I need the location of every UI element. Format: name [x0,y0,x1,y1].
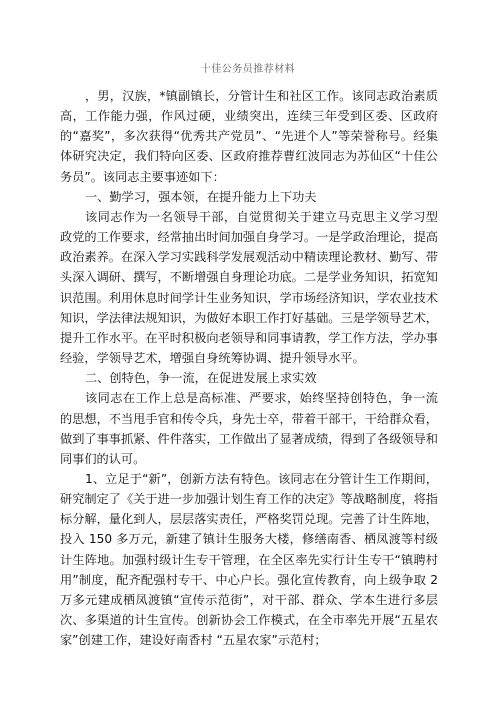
paragraph-intro: ，男，汉族，*镇副镇长，分管计生和社区工作。该同志政治素质高，工作能力强，作风过硬，业绩突出，连续三年受到区委、区政府的“嘉奖”，多次获得“优秀共产党员”、“先进个人”等荣誉称号。经集体研究决定，我们特向区委、区政府推荐曹红波同志为苏仙区“十佳公务员”。该同志主要事迹如下： [60,89,438,184]
paragraph-study: 该同志作为一名领导干部，自觉贯彻关于建立马克思主义学习型政党的工作要求，经常抽出时间加强自身学习。一是学政治理论，提高政治素养。在深入学习实践科学发展观活动中精读理论教材、勤写、带头深入调研、撰写，不断增强自身理论功底。二是学业务知识，拓宽知识范围。利用休息时间学计生业务知识，学市场经济知识，学农业技术知识，学法律法规知识，为做好本职工作打好基础。三是学领导艺术，提升工作水平。在平时积极向老领导和同事请教，学工作方法，学办事经验，学领导艺术，增强自身统筹协调、提升领导水平。 [60,209,438,366]
document-body [60,86,438,650]
paragraph-standards: 该同志在工作上总是高标准、严要求，始终坚持创特色，争一流的思想，不当甩手官和传令兵，身先士卒，带着干部干，干给群众看，做到了事事抓紧、件件落实，工作做出了显著成绩，得到了各级领导和同事们的认可。 [60,391,438,466]
section-heading-2: 二、创特色，争一流，在促进发展上求实效 [85,371,317,386]
section-heading-1: 一、勤学习，强本领，在提升能力上下功夫 [85,189,317,204]
paragraph-innovation: 1、立足于“新”，创新方法有特色。该同志在分管计生工作期间，研究制定了《关于进一步加强计划生育工作的决定》等战略制度，将指标分解，量化到人，层层落实责任，严格奖罚兑现。完善了计生阵地，投入 150 多万元，新建了镇计生服务大楼，修缮南香、栖凤渡等村级计生阵地。加强村级计生专干管理，在全区率先实行计生专干“镇聘村用”制度，配齐配强村专干、中心户长。强化宣传教育，向上级争取 2 万多元建成栖凤渡镇“宣传示范街”，对干部、群众、学本生进行多层次、多渠道的计生宣传。创新协会工作模式，在全市率先开展“五星农家”创建工作，建设好南香村 “五星农家”示范村； [60,471,438,648]
page-header: 十佳公务员推荐材料 [200,64,296,75]
